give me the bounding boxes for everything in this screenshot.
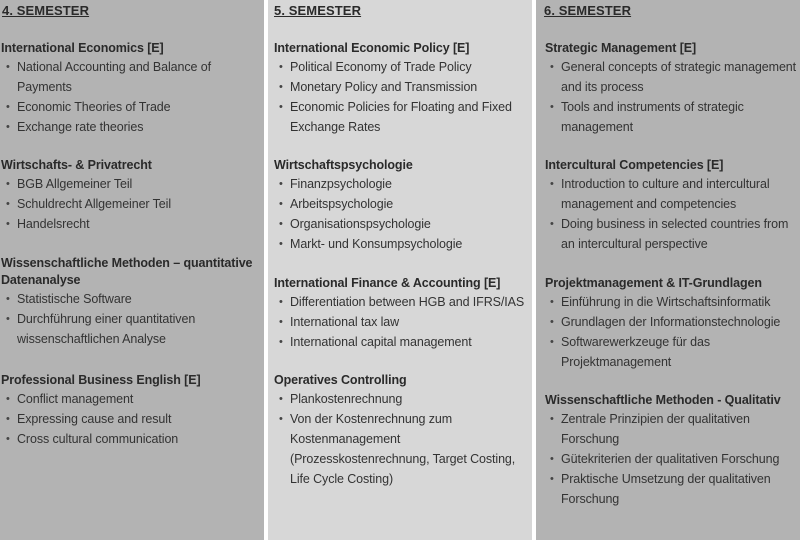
topic-item: • BGB Allgemeiner Teil: [1, 174, 263, 194]
module-topic-list: [274, 174, 530, 254]
topic-item: • Doing business in selected countries from an intercultural perspective: [545, 214, 800, 254]
module-title: Intercultural Competencies [E]: [545, 158, 724, 172]
module-international-finance-accounting: [274, 275, 530, 352]
module-topic-list: [274, 57, 530, 137]
topic-item: • Schuldrecht Allgemeiner Teil: [1, 194, 263, 214]
topic-item: • Praktische Umsetzung der qualitativen Forschung: [545, 469, 800, 509]
module-topic-list: [545, 409, 800, 509]
module-wirtschaftspsychologie: [274, 157, 530, 254]
topic-item: • Conflict management: [1, 389, 263, 409]
topic-item: • Introduction to culture and intercultural management and competencies: [545, 174, 800, 214]
module-qualitative-methoden: [545, 392, 800, 509]
semester-heading: 6. SEMESTER: [544, 3, 632, 18]
topic-item: • Zentrale Prinzipien der qualitativen Forschung: [545, 409, 800, 449]
module-projektmanagement-it: [545, 275, 800, 372]
module-topic-list: [1, 289, 263, 349]
module-title: International Economic Policy [E]: [274, 41, 470, 55]
topic-item: • Economic Theories of Trade: [1, 97, 263, 117]
module-title: International Economics [E]: [1, 41, 164, 55]
semester-column-6: [536, 0, 800, 540]
topic-item: • Arbeitspsychologie: [274, 194, 530, 214]
topic-item: • Monetary Policy and Transmission: [274, 77, 530, 97]
semester-heading: 5. SEMESTER: [274, 3, 362, 18]
topic-item: • Expressing cause and result: [1, 409, 263, 429]
module-title: Strategic Management [E]: [545, 41, 697, 55]
topic-item: • International tax law: [274, 312, 530, 332]
module-international-economic-policy: [274, 40, 530, 137]
topic-item: • Durchführung einer quantitativen wissenschaftlichen Analyse: [1, 309, 263, 349]
module-title: Professional Business English [E]: [1, 373, 201, 387]
semester-column-5: [268, 0, 532, 540]
topic-item: • General concepts of strategic management and its process: [545, 57, 800, 97]
module-topic-list: [274, 389, 530, 489]
semester-column-4: [0, 0, 264, 540]
module-title: Operatives Controlling: [274, 373, 407, 387]
topic-item: • Cross cultural communication: [1, 429, 263, 449]
topic-item: • International capital management: [274, 332, 530, 352]
module-strategic-management: [545, 40, 800, 137]
module-topic-list: [545, 57, 800, 137]
topic-item: • Statistische Software: [1, 289, 263, 309]
topic-item: • National Accounting and Balance of Payments: [1, 57, 263, 97]
module-title: Wirtschaftspsychologie: [274, 158, 413, 172]
module-topic-list: [545, 174, 800, 254]
topic-item: • Exchange rate theories: [1, 117, 263, 137]
module-intercultural-competencies: [545, 157, 800, 254]
topic-item: • Von der Kostenrechnung zum Kostenmanagement (Prozesskostenrechnung, Target Costing, Life Cycle Costing): [274, 409, 530, 489]
module-title: Wissenschaftliche Methoden – quantitative Datenanalyse: [1, 256, 253, 287]
topic-item: • Markt- und Konsumpsychologie: [274, 234, 530, 254]
module-topic-list: [1, 57, 263, 137]
topic-item: • Tools and instruments of strategic management: [545, 97, 800, 137]
module-title: Wirtschafts- & Privatrecht: [1, 158, 152, 172]
module-topic-list: [1, 174, 263, 234]
topic-item: • Finanzpsychologie: [274, 174, 530, 194]
topic-item: • Gütekriterien der qualitativen Forschung: [545, 449, 800, 469]
module-operatives-controlling: [274, 372, 530, 489]
topic-item: • Einführung in die Wirtschaftsinformatik: [545, 292, 800, 312]
module-topic-list: [1, 389, 263, 449]
topic-item: • Grundlagen der Informationstechnologie: [545, 312, 800, 332]
module-topic-list: [545, 292, 800, 372]
module-quantitative-methoden: [1, 255, 263, 349]
module-international-economics: [1, 40, 263, 137]
semester-heading: 4. SEMESTER: [2, 3, 90, 18]
topic-item: • Organisationspsychologie: [274, 214, 530, 234]
topic-item: • Plankostenrechnung: [274, 389, 530, 409]
topic-item: • Handelsrecht: [1, 214, 263, 234]
module-title: Projektmanagement & IT-Grundlagen: [545, 276, 762, 290]
topic-item: • Softwarewerkzeuge für das Projektmanagement: [545, 332, 800, 372]
topic-item: • Differentiation between HGB and IFRS/IAS: [274, 292, 530, 312]
topic-item: • Economic Policies for Floating and Fixed Exchange Rates: [274, 97, 530, 137]
module-business-english: [1, 372, 263, 449]
module-wirtschafts-privatrecht: [1, 157, 263, 234]
module-title: International Finance & Accounting [E]: [274, 276, 501, 290]
module-title: Wissenschaftliche Methoden - Qualitativ: [545, 393, 781, 407]
module-topic-list: [274, 292, 530, 352]
topic-item: • Political Economy of Trade Policy: [274, 57, 530, 77]
